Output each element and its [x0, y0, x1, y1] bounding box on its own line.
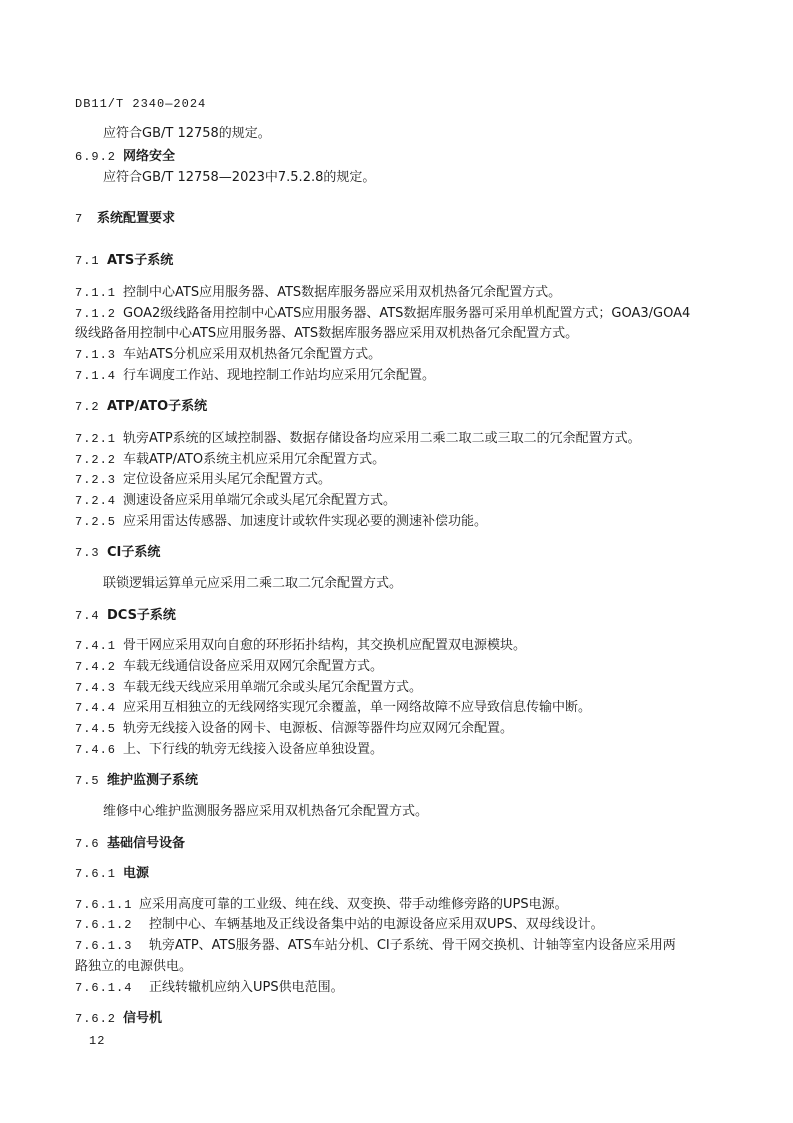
clause-text: GOA2级线路备用控制中心ATS应用服务器、ATS数据库服务器可采用单机配置方式；GOA3/GOA4	[123, 306, 691, 321]
clause-text: 车载ATP/ATO系统主机应采用冗余配置方式。	[123, 452, 386, 467]
clause-line	[75, 659, 383, 675]
section-heading	[75, 253, 173, 269]
clause-number: 7.4.3	[75, 681, 117, 695]
clause-number: 7.6.1.3	[75, 939, 133, 953]
clause-number: 7.4.1	[75, 639, 117, 653]
clause-line	[75, 897, 568, 913]
subsection-heading	[75, 866, 149, 882]
clause-text: 行车调度工作站、现地控制工作站均应采用冗余配置。	[123, 368, 436, 383]
clause-number: 7.6.1.1	[75, 898, 133, 912]
clause-line	[75, 938, 676, 954]
clause-text: 测速设备应采用单端冗余或头尾冗余配置方式。	[123, 493, 397, 508]
section-title: 基础信号设备	[107, 836, 186, 851]
section-heading	[75, 836, 185, 852]
clause-text: 轨旁无线接入设备的网卡、电源板、信源等器件均应双网冗余配置。	[123, 721, 514, 736]
clause-line	[75, 917, 604, 933]
clause-continuation: 级线路备用控制中心ATS应用服务器、ATS数据库服务器应采用双机热备冗余配置方式。	[75, 326, 579, 341]
section-title: ATS子系统	[107, 253, 174, 268]
clause-number: 7.6.1.2	[75, 918, 133, 932]
clause-number: 7.4.6	[75, 743, 117, 757]
section-number: 7.6	[75, 837, 100, 851]
clause-line	[75, 514, 487, 530]
subsection-title: 信号机	[123, 1011, 163, 1026]
clause-line	[75, 700, 591, 716]
section-heading	[75, 545, 160, 561]
clause-text: 正线转辙机应纳入UPS供电范围。	[149, 980, 344, 995]
clause-text: 定位设备应采用头尾冗余配置方式。	[123, 472, 332, 487]
clause-text: 车站ATS分机应采用双机热备冗余配置方式。	[123, 347, 382, 362]
clause-line	[75, 285, 561, 301]
clause-line	[75, 368, 435, 384]
clause-number: 7.2.5	[75, 515, 117, 529]
clause-line	[75, 472, 331, 488]
clause-number: 7.2.2	[75, 453, 117, 467]
section-number: 7.1	[75, 254, 100, 268]
section-heading	[75, 399, 207, 415]
page-number: 12	[89, 1034, 106, 1048]
clause-number: 7.4.2	[75, 660, 117, 674]
clause-number: 7.4.4	[75, 701, 117, 715]
body-paragraph: 联锁逻辑运算单元应采用二乘二取二冗余配置方式。	[103, 576, 403, 591]
section-heading	[75, 608, 176, 624]
chapter-number: 7	[75, 212, 84, 226]
section-number: 7.4	[75, 609, 100, 623]
subsection-number: 7.6.2	[75, 1012, 117, 1026]
body-paragraph: 维修中心维护监测服务器应采用双机热备冗余配置方式。	[103, 804, 429, 819]
clause-line	[75, 431, 641, 447]
document-code: DB11/T 2340—2024	[75, 97, 207, 111]
clause-text: 控制中心、车辆基地及正线设备集中站的电源设备应采用双UPS、双母线设计。	[149, 917, 604, 932]
section-title: CI子系统	[107, 545, 161, 560]
clause-text: 骨干网应采用双向自愈的环形拓扑结构，其交换机应配置双电源模块。	[123, 638, 527, 653]
clause-text: 应采用互相独立的无线网络实现冗余覆盖，单一网络故障不应导致信息传输中断。	[123, 700, 592, 715]
section-title: ATP/ATO子系统	[107, 399, 208, 414]
clause-heading	[75, 149, 175, 165]
clause-number: 7.6.1.4	[75, 981, 133, 995]
body-paragraph: 应符合GB/T 12758—2023中7.5.2.8的规定。	[103, 170, 376, 185]
clause-text: 控制中心ATS应用服务器、ATS数据库服务器应采用双机热备冗余配置方式。	[123, 285, 562, 300]
clause-text: 应采用高度可靠的工业级、纯在线、双变换、带手动维修旁路的UPS电源。	[139, 897, 568, 912]
clause-text: 车载无线通信设备应采用双网冗余配置方式。	[123, 659, 384, 674]
section-heading	[75, 773, 198, 789]
clause-line	[75, 742, 383, 758]
subsection-heading	[75, 1011, 162, 1027]
chapter-title: 系统配置要求	[97, 211, 176, 226]
section-number: 7.3	[75, 546, 100, 560]
clause-text: 轨旁ATP、ATS服务器、ATS车站分机、CI子系统、骨干网交换机、计轴等室内设备应采用两	[149, 938, 676, 953]
clause-number: 7.1.2	[75, 307, 117, 321]
clause-text: 车载无线天线应采用单端冗余或头尾冗余配置方式。	[123, 680, 423, 695]
clause-number: 7.2.3	[75, 473, 117, 487]
clause-text: 应采用雷达传感器、加速度计或软件实现必要的测速补偿功能。	[123, 514, 488, 529]
subsection-number: 7.6.1	[75, 867, 117, 881]
clause-text: 上、下行线的轨旁无线接入设备应单独设置。	[123, 742, 384, 757]
clause-line	[75, 306, 690, 322]
clause-line	[75, 638, 526, 654]
clause-number: 7.2.1	[75, 432, 117, 446]
clause-line	[75, 980, 344, 996]
clause-text: 轨旁ATP系统的区域控制器、数据存储设备均应采用二乘二取二或三取二的冗余配置方式。	[123, 431, 641, 446]
section-number: 7.5	[75, 774, 100, 788]
section-title: DCS子系统	[107, 608, 176, 623]
clause-number: 7.1.4	[75, 369, 117, 383]
clause-line	[75, 721, 513, 737]
clause-continuation: 路独立的电源供电。	[75, 959, 193, 974]
section-number: 7.2	[75, 400, 100, 414]
clause-line	[75, 347, 381, 363]
body-paragraph: 应符合GB/T 12758的规定。	[103, 126, 271, 141]
clause-number: 7.2.4	[75, 494, 117, 508]
clause-title: 网络安全	[123, 149, 176, 164]
chapter-heading	[75, 211, 175, 227]
clause-number: 6.9.2	[75, 150, 117, 164]
clause-number: 7.1.3	[75, 348, 117, 362]
section-title: 维护监测子系统	[107, 773, 199, 788]
clause-number: 7.4.5	[75, 722, 117, 736]
clause-line	[75, 680, 422, 696]
clause-line	[75, 452, 385, 468]
clause-line	[75, 493, 396, 509]
clause-number: 7.1.1	[75, 286, 117, 300]
subsection-title: 电源	[123, 866, 150, 881]
